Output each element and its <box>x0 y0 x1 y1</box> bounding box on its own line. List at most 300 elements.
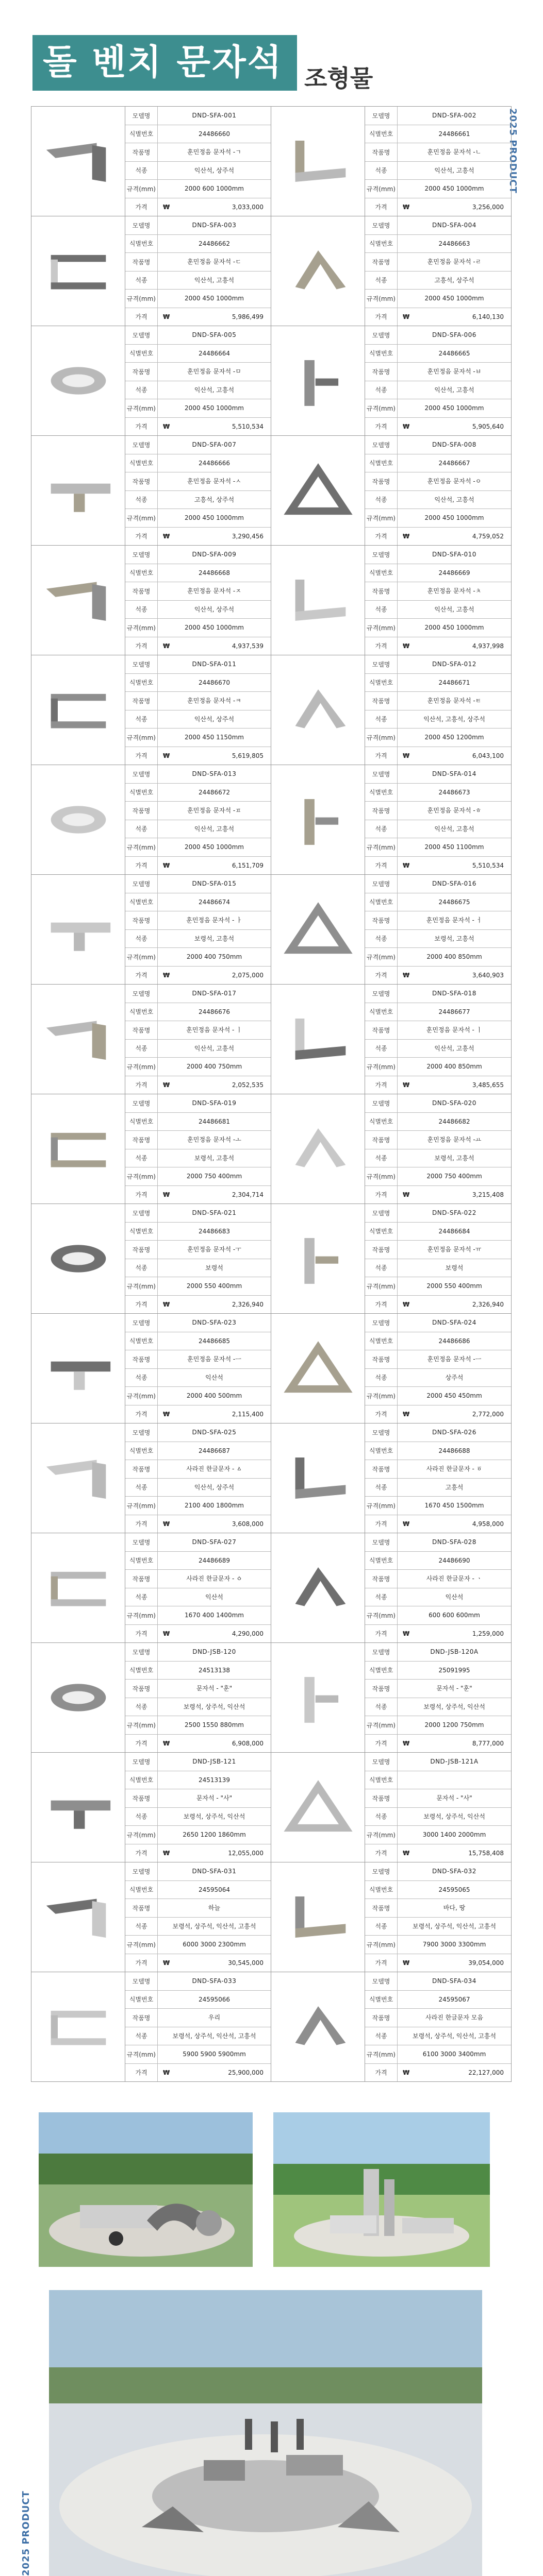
price-value <box>158 418 271 436</box>
product-image[interactable] <box>31 546 125 655</box>
work-label: 작품명 <box>125 911 158 929</box>
won-symbol: ₩ <box>163 1630 170 1637</box>
product-row <box>31 216 512 326</box>
product-image[interactable] <box>31 1972 125 2081</box>
product-image[interactable] <box>271 765 365 874</box>
letter-rieul-shape <box>277 227 359 315</box>
price-value <box>398 1735 511 1753</box>
product-card[interactable] <box>271 1094 512 1204</box>
work-value: 훈민정음 문자석 - ㅣ <box>186 1026 242 1034</box>
product-specs <box>365 1643 511 1752</box>
id-label: 식별번호 <box>365 1881 398 1899</box>
id-label: 식별번호 <box>125 1881 158 1899</box>
model-value: DND-JSB-120A <box>430 1648 479 1656</box>
work-value: 훈민정음 문자석 -ㅇ <box>427 478 482 485</box>
product-image[interactable] <box>31 655 125 765</box>
price-value <box>158 1405 271 1423</box>
material-label: 석종 <box>365 272 398 290</box>
model-label: 모델명 <box>365 1533 398 1551</box>
material-label: 석종 <box>365 1808 398 1826</box>
model-value: DND-SFA-003 <box>192 222 237 229</box>
price-value <box>398 418 511 436</box>
product-card[interactable] <box>271 1423 512 1533</box>
price-value <box>398 1296 511 1314</box>
product-image[interactable] <box>271 1314 365 1423</box>
price-label: 가격 <box>125 198 158 216</box>
price-value <box>398 1954 511 1972</box>
product-specs <box>365 1094 511 1204</box>
product-card[interactable] <box>271 326 512 435</box>
product-image[interactable] <box>31 1643 125 1752</box>
won-symbol: ₩ <box>163 1300 170 1308</box>
letter-eu-block-shape <box>277 1325 359 1412</box>
material-label: 석종 <box>125 930 158 948</box>
work-label: 작품명 <box>365 1570 398 1588</box>
letter-o-shape <box>37 1105 120 1193</box>
product-image[interactable] <box>31 1753 125 1862</box>
work-value: 훈민정음 문자석 -ㅡ <box>187 1355 241 1363</box>
model-label: 모델명 <box>365 985 398 1003</box>
model-value: DND-SFA-022 <box>432 1209 476 1217</box>
material-value: 익산석, 상주석 <box>194 166 235 174</box>
product-card[interactable] <box>31 1972 271 2081</box>
plaza-rendering-image <box>49 2290 482 2576</box>
product-image[interactable] <box>271 1094 365 1204</box>
id-label: 식별번호 <box>365 1003 398 1021</box>
model-label: 모델명 <box>365 1204 398 1222</box>
size-label: 규격(mm) <box>125 509 158 527</box>
letter-chieut-shape <box>277 556 359 644</box>
price-value <box>398 1515 511 1533</box>
price-value <box>398 747 511 765</box>
id-label: 식별번호 <box>365 1332 398 1350</box>
model-value: DND-SFA-015 <box>192 880 237 888</box>
work-label: 작품명 <box>125 1680 158 1698</box>
size-value: 1670 450 1500mm <box>424 1502 484 1510</box>
won-symbol: ₩ <box>403 752 410 759</box>
size-label: 규격(mm) <box>125 1936 158 1954</box>
model-value: DND-SFA-006 <box>432 331 476 339</box>
price-label: 가격 <box>125 1735 158 1753</box>
won-symbol: ₩ <box>163 752 170 759</box>
letter-kieuk-shape <box>37 666 120 754</box>
product-row <box>31 436 512 546</box>
won-symbol: ₩ <box>163 1410 170 1418</box>
product-image[interactable] <box>271 1204 365 1313</box>
letter-yesieung-shape <box>37 1544 120 1632</box>
size-label: 규격(mm) <box>125 948 158 966</box>
product-image[interactable] <box>271 1862 365 1972</box>
product-row <box>31 107 512 216</box>
size-value: 5900 5900 5900mm <box>183 2050 246 2058</box>
won-symbol: ₩ <box>163 1520 170 1528</box>
price-amount: 4,937,998 <box>472 642 504 650</box>
work-value: 바다, 땅 <box>443 1904 466 1912</box>
product-image[interactable] <box>271 436 365 545</box>
material-value: 보령석, 고흥석 <box>434 935 474 942</box>
letter-hieut-shape <box>277 776 359 863</box>
work-label: 작품명 <box>125 692 158 710</box>
price-label: 가격 <box>365 308 398 326</box>
material-label: 석종 <box>365 1479 398 1497</box>
product-card[interactable] <box>271 1643 512 1752</box>
product-card[interactable] <box>31 1314 271 1423</box>
product-image[interactable] <box>271 1423 365 1533</box>
model-label: 모델명 <box>125 1204 158 1222</box>
price-value <box>398 2064 511 2082</box>
price-amount: 2,326,940 <box>232 1300 264 1308</box>
product-image[interactable] <box>31 1423 125 1533</box>
product-card[interactable] <box>31 1204 271 1313</box>
model-value: DND-SFA-026 <box>432 1429 476 1436</box>
product-specs <box>125 1862 271 1972</box>
product-image[interactable] <box>31 436 125 545</box>
model-value: DND-SFA-001 <box>192 112 237 120</box>
material-value: 익산석 <box>205 1374 223 1381</box>
product-card[interactable] <box>31 1862 271 1972</box>
size-value: 2000 450 1000mm <box>424 185 484 193</box>
work-value: 훈민정음 문자석 -ㅛ <box>427 1136 482 1144</box>
product-row <box>31 1204 512 1314</box>
product-image[interactable] <box>271 875 365 984</box>
product-specs <box>125 765 271 874</box>
work-label: 작품명 <box>125 472 158 490</box>
price-label: 가격 <box>365 1076 398 1094</box>
product-row <box>31 326 512 436</box>
model-label: 모델명 <box>365 107 398 125</box>
product-specs <box>125 546 271 655</box>
model-label: 모델명 <box>125 436 158 454</box>
work-value: 훈민정음 문자석 -ㅂ <box>427 368 482 376</box>
price-label: 가격 <box>125 2064 158 2082</box>
id-label: 식별번호 <box>365 674 398 692</box>
price-amount: 5,510,534 <box>232 422 264 430</box>
won-symbol: ₩ <box>403 1630 410 1637</box>
size-value: 6000 3000 2300mm <box>183 1941 246 1948</box>
product-card[interactable] <box>271 1862 512 1972</box>
id-value: 24486685 <box>198 1337 231 1345</box>
product-card[interactable] <box>31 1753 271 1862</box>
product-image[interactable] <box>31 216 125 326</box>
product-card[interactable] <box>31 875 271 984</box>
work-label: 작품명 <box>125 1021 158 1039</box>
size-value: 2000 550 400mm <box>186 1282 242 1290</box>
price-amount: 12,055,000 <box>228 1849 264 1857</box>
material-value: 보령석, 상주석, 익산석, 고흥석 <box>172 1922 256 1930</box>
product-card[interactable] <box>31 1533 271 1642</box>
id-value: 24595064 <box>198 1886 231 1893</box>
price-label: 가격 <box>125 528 158 546</box>
material-value: 고흥석, 상주석 <box>434 276 474 284</box>
price-value <box>158 198 271 216</box>
id-value: 24486690 <box>438 1556 470 1564</box>
product-card[interactable] <box>31 1094 271 1204</box>
product-image[interactable] <box>31 1314 125 1423</box>
id-value: 24486674 <box>198 898 231 906</box>
model-label: 모델명 <box>125 1972 158 1990</box>
product-card[interactable] <box>31 985 271 1094</box>
product-image[interactable] <box>271 1533 365 1642</box>
price-value <box>398 1186 511 1204</box>
work-value: 우리 <box>208 2014 221 2022</box>
product-image[interactable] <box>271 985 365 1094</box>
won-symbol: ₩ <box>403 1959 410 1967</box>
won-symbol: ₩ <box>403 1849 410 1857</box>
work-value: 훈민정음 문자석 -ㅊ <box>427 587 482 595</box>
model-label: 모델명 <box>365 216 398 234</box>
material-value: 보령석, 상주석, 익산석 <box>423 1703 485 1710</box>
product-card[interactable] <box>271 546 512 655</box>
product-image[interactable] <box>271 1972 365 2081</box>
we-set-sculpture <box>37 1983 120 2071</box>
id-label: 식별번호 <box>365 1442 398 1460</box>
product-card[interactable] <box>271 216 512 326</box>
product-card[interactable] <box>31 326 271 435</box>
material-value: 익산석, 고흥석 <box>434 166 474 174</box>
size-value: 2000 450 1000mm <box>424 624 484 632</box>
price-value <box>398 857 511 875</box>
work-label: 작품명 <box>125 1241 158 1259</box>
product-image[interactable] <box>31 985 125 1094</box>
product-card[interactable] <box>271 875 512 984</box>
material-value: 익산석, 고흥석 <box>434 1044 474 1052</box>
material-value: 고흥석 <box>445 1483 464 1491</box>
price-amount: 2,115,400 <box>232 1410 264 1418</box>
won-symbol: ₩ <box>403 532 410 540</box>
product-card[interactable] <box>31 655 271 765</box>
product-card[interactable] <box>271 1314 512 1423</box>
product-row <box>31 1533 512 1643</box>
product-image[interactable] <box>31 875 125 984</box>
price-label: 가격 <box>125 1186 158 1204</box>
product-card[interactable] <box>271 1204 512 1313</box>
id-value: 24486688 <box>438 1447 470 1454</box>
product-row <box>31 1643 512 1753</box>
work-label: 작품명 <box>125 1131 158 1149</box>
price-amount: 2,772,000 <box>472 1410 504 1418</box>
product-specs <box>125 326 271 435</box>
work-value: 훈민정음 문자석 -ㄹ <box>427 258 482 266</box>
product-card[interactable] <box>31 107 271 216</box>
product-specs <box>365 216 511 326</box>
model-label: 모델명 <box>125 765 158 783</box>
work-label: 작품명 <box>365 2009 398 2027</box>
work-value: 사라진 한글문자 - ㆁ <box>186 1575 242 1583</box>
product-card[interactable] <box>271 436 512 545</box>
product-card[interactable] <box>271 1972 512 2081</box>
material-value: 고흥석, 상주석 <box>194 496 235 503</box>
work-value: 훈민정음 문자석 -ㅋ <box>187 697 241 705</box>
material-value: 익산석, 상주석 <box>194 1483 235 1491</box>
product-card[interactable] <box>271 765 512 874</box>
price-value <box>158 1296 271 1314</box>
id-label: 식별번호 <box>365 1552 398 1570</box>
product-specs <box>125 655 271 765</box>
price-value <box>398 1625 511 1643</box>
won-symbol: ₩ <box>163 422 170 430</box>
size-value: 2000 1200 750mm <box>424 1721 484 1729</box>
model-value: DND-SFA-028 <box>432 1538 476 1546</box>
id-value: 24486662 <box>198 240 231 247</box>
id-value: 24595065 <box>438 1886 470 1893</box>
model-label: 모델명 <box>365 765 398 783</box>
price-amount: 8,777,000 <box>472 1739 504 1747</box>
work-label: 작품명 <box>365 911 398 929</box>
sky-set-sculpture <box>37 1873 120 1961</box>
product-specs <box>125 1094 271 1204</box>
product-image[interactable] <box>271 107 365 216</box>
product-image[interactable] <box>271 216 365 326</box>
size-value: 2000 450 1000mm <box>185 514 244 522</box>
product-specs <box>365 655 511 765</box>
model-label: 모델명 <box>365 1862 398 1880</box>
product-image[interactable] <box>271 326 365 435</box>
material-label: 석종 <box>125 820 158 838</box>
product-image[interactable] <box>31 107 125 216</box>
product-image[interactable] <box>31 765 125 874</box>
product-card[interactable] <box>31 546 271 655</box>
work-value: 훈민정음 문자석 -ㄴ <box>427 148 482 156</box>
model-label: 모델명 <box>125 1753 158 1771</box>
product-card[interactable] <box>271 107 512 216</box>
material-label: 석종 <box>365 820 398 838</box>
product-image[interactable] <box>31 1862 125 1972</box>
won-symbol: ₩ <box>403 642 410 650</box>
id-value: 24486668 <box>198 569 231 577</box>
price-label: 가격 <box>125 308 158 326</box>
product-specs <box>365 875 511 984</box>
letter-hun-small-sculpture <box>277 1654 359 1741</box>
model-value: DND-SFA-008 <box>432 441 476 449</box>
price-amount: 2,304,714 <box>232 1191 264 1198</box>
size-label: 규격(mm) <box>365 1936 398 1954</box>
product-card[interactable] <box>31 1423 271 1533</box>
product-specs <box>365 1314 511 1423</box>
work-label: 작품명 <box>125 582 158 600</box>
price-label: 가격 <box>365 1515 398 1533</box>
product-specs <box>365 1533 511 1642</box>
product-card[interactable] <box>271 1753 512 1862</box>
letter-yeorinhieut-shape <box>277 1434 359 1522</box>
size-value: 2000 400 750mm <box>186 1063 242 1071</box>
price-label: 가격 <box>365 2064 398 2082</box>
model-value: DND-SFA-007 <box>192 441 237 449</box>
product-image[interactable] <box>271 655 365 765</box>
price-amount: 39,054,000 <box>468 1959 504 1967</box>
sea-land-set-sculpture <box>277 1873 359 1961</box>
price-value <box>398 967 511 985</box>
size-value: 2000 450 1000mm <box>424 514 484 522</box>
product-specs <box>365 1862 511 1972</box>
size-label: 규격(mm) <box>365 948 398 966</box>
work-value: 훈민정음 문자석 -ㅈ <box>187 587 241 595</box>
price-value <box>398 637 511 655</box>
work-value: 사라진 한글문자 모음 <box>425 2014 483 2022</box>
product-card[interactable] <box>271 1533 512 1642</box>
product-card[interactable] <box>31 216 271 326</box>
work-label: 작품명 <box>365 1021 398 1039</box>
price-label: 가격 <box>125 1844 158 1862</box>
material-label: 석종 <box>125 381 158 399</box>
won-symbol: ₩ <box>163 532 170 540</box>
product-image[interactable] <box>271 1753 365 1862</box>
model-label: 모델명 <box>365 1094 398 1112</box>
price-amount: 6,151,709 <box>232 861 264 869</box>
price-amount: 5,905,640 <box>472 422 504 430</box>
side-label-bottom: 2025 PRODUCT <box>21 2490 31 2576</box>
product-card[interactable] <box>31 1643 271 1752</box>
letter-mieum-shape <box>37 337 120 425</box>
price-value <box>158 857 271 875</box>
work-value: 문자석 - "훈" <box>436 1685 472 1692</box>
material-value: 상주석 <box>445 1374 464 1381</box>
product-image[interactable] <box>31 326 125 435</box>
work-value: 문자석 - "훈" <box>196 1685 233 1692</box>
id-label: 식별번호 <box>365 784 398 802</box>
product-specs <box>125 1314 271 1423</box>
product-card[interactable] <box>271 985 512 1094</box>
material-value: 익산석, 상주석 <box>194 715 235 723</box>
size-value: 2000 450 450mm <box>426 1392 482 1400</box>
letter-i-shape <box>37 995 120 1083</box>
material-value: 익산석 <box>205 1593 223 1601</box>
id-label: 식별번호 <box>365 1113 398 1131</box>
won-symbol: ₩ <box>403 861 410 869</box>
size-label: 규격(mm) <box>365 180 398 198</box>
model-label: 모델명 <box>125 546 158 564</box>
park-installation-photo-1 <box>39 2112 253 2267</box>
price-value <box>158 1954 271 1972</box>
product-card[interactable] <box>31 765 271 874</box>
product-specs <box>365 1204 511 1313</box>
price-value <box>158 528 271 546</box>
size-label: 규격(mm) <box>365 399 398 417</box>
product-image[interactable] <box>271 1643 365 1752</box>
price-label: 가격 <box>125 418 158 436</box>
product-image[interactable] <box>31 1204 125 1313</box>
price-label: 가격 <box>365 857 398 875</box>
work-value: 사라진 한글문자 - ㅿ <box>186 1465 242 1473</box>
product-card[interactable] <box>31 436 271 545</box>
work-label: 작품명 <box>125 1899 158 1917</box>
work-value: 훈민정음 문자석 - ㅣ <box>426 1026 483 1034</box>
material-value: 보령석, 상주석, 익산석, 고흥석 <box>172 2032 256 2040</box>
product-image[interactable] <box>31 1533 125 1642</box>
work-value: 훈민정음 문자석 -ㅡ <box>427 1355 482 1363</box>
size-label: 규격(mm) <box>125 2045 158 2063</box>
material-value: 익산석, 고흥석 <box>434 386 474 394</box>
id-value: 24486682 <box>438 1117 470 1125</box>
product-image[interactable] <box>31 1094 125 1204</box>
title-banner <box>32 35 297 91</box>
work-value: 훈민정음 문자석 - ㅏ <box>186 917 242 924</box>
id-value: 24486675 <box>438 898 470 906</box>
product-image[interactable] <box>271 546 365 655</box>
size-value: 6100 3000 3400mm <box>422 2050 486 2058</box>
material-label: 석종 <box>365 1040 398 1058</box>
material-label: 석종 <box>125 162 158 180</box>
material-value: 익산석, 고흥석 <box>434 825 474 833</box>
price-amount: 2,052,535 <box>232 1081 264 1089</box>
material-label: 석종 <box>125 1698 158 1716</box>
product-specs <box>125 1204 271 1313</box>
price-value <box>398 1076 511 1094</box>
id-label: 식별번호 <box>365 125 398 143</box>
id-value: 24513139 <box>198 1776 231 1784</box>
material-label: 석종 <box>125 491 158 509</box>
product-card[interactable] <box>271 655 512 765</box>
product-specs <box>365 546 511 655</box>
